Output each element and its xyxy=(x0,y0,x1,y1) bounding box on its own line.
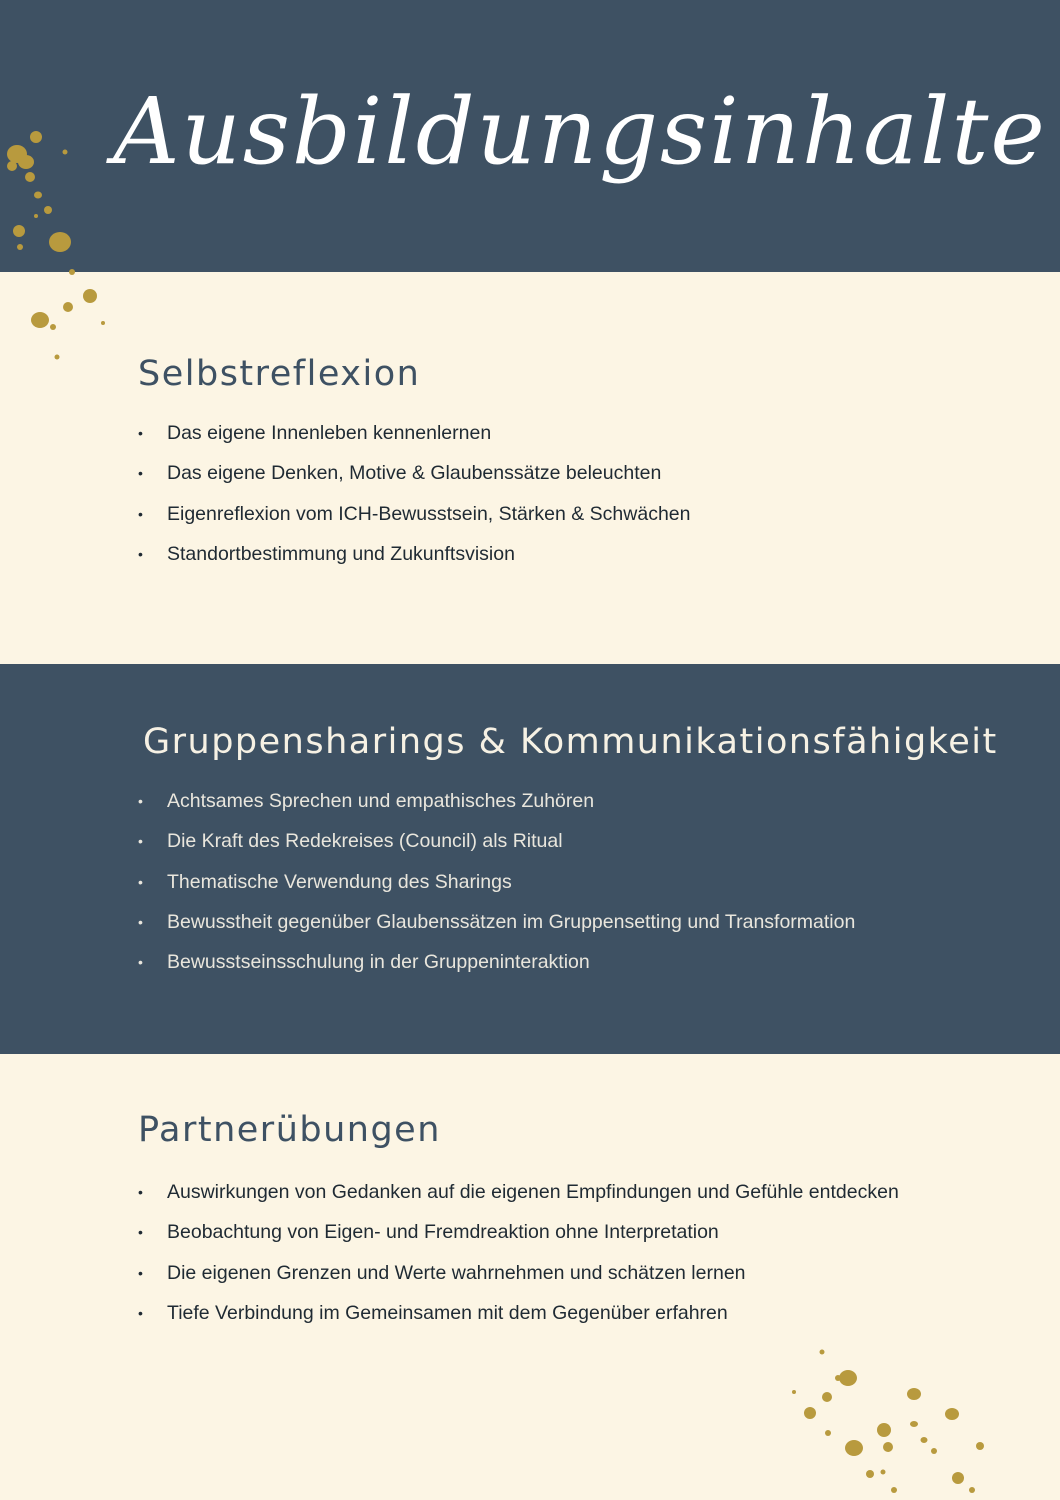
list-item: • Eigenreflexion vom ICH-Bewusstsein, Stärken & Schwächen xyxy=(138,494,1018,534)
bullet-icon: • xyxy=(138,793,143,809)
bullet-icon: • xyxy=(138,465,143,482)
list-item: • Tiefe Verbindung im Gemeinsamen mit dem Gegenüber erfahren xyxy=(138,1293,1018,1333)
list-item: • Das eigene Denken, Motive & Glaubenssätze beleuchten xyxy=(138,453,1018,493)
section-title: Gruppensharings & Kommunikationsfähigkeit xyxy=(143,722,998,762)
list-item: • Das eigene Innenleben kennenlernen xyxy=(138,413,1018,453)
bullet-icon: • xyxy=(138,1224,143,1241)
bullet-icon: • xyxy=(138,873,143,890)
section-selbstreflexion xyxy=(0,272,1060,664)
item-list xyxy=(138,1172,1018,1333)
list-item: • Die eigenen Grenzen und Werte wahrnehmen und schätzen lernen xyxy=(138,1253,1018,1293)
section-title: Selbstreflexion xyxy=(138,354,421,394)
bullet-icon: • xyxy=(138,505,143,522)
list-item: • Thematische Verwendung des Sharings xyxy=(138,862,1018,902)
list-item: • Die Kraft des Redekreises (Council) als Ritual xyxy=(138,821,1018,861)
bullet-icon: • xyxy=(138,833,143,850)
gold-splatter-decoration xyxy=(780,1340,1010,1500)
gold-splatter-decoration xyxy=(0,120,120,370)
bullet-icon: • xyxy=(138,1264,143,1281)
list-item: • Bewusstseinsschulung in der Gruppeninteraktion xyxy=(138,942,1018,982)
section-title: Partnerübungen xyxy=(138,1110,441,1150)
list-item: • Standortbestimmung und Zukunftsvision xyxy=(138,534,1018,574)
bullet-icon: • xyxy=(138,545,143,562)
page-title: Ausbildungsinhalte xyxy=(113,78,1047,185)
bullet-icon: • xyxy=(138,1304,143,1321)
list-item: • Achtsames Sprechen und empathisches Zuhören xyxy=(138,781,1018,821)
header-band xyxy=(0,0,1060,272)
item-list xyxy=(138,413,1018,574)
item-list xyxy=(138,781,1018,982)
section-gruppensharings xyxy=(0,664,1060,1054)
list-item: • Auswirkungen von Gedanken auf die eigenen Empfindungen und Gefühle entdecken xyxy=(138,1172,1018,1212)
bullet-icon: • xyxy=(138,913,143,930)
bullet-icon: • xyxy=(138,1184,143,1200)
list-item: • Beobachtung von Eigen- und Fremdreaktion ohne Interpretation xyxy=(138,1212,1018,1252)
list-item: • Bewusstheit gegenüber Glaubenssätzen im Gruppensetting und Transformation xyxy=(138,902,1018,942)
bullet-icon: • xyxy=(138,425,143,441)
bullet-icon: • xyxy=(138,954,143,971)
